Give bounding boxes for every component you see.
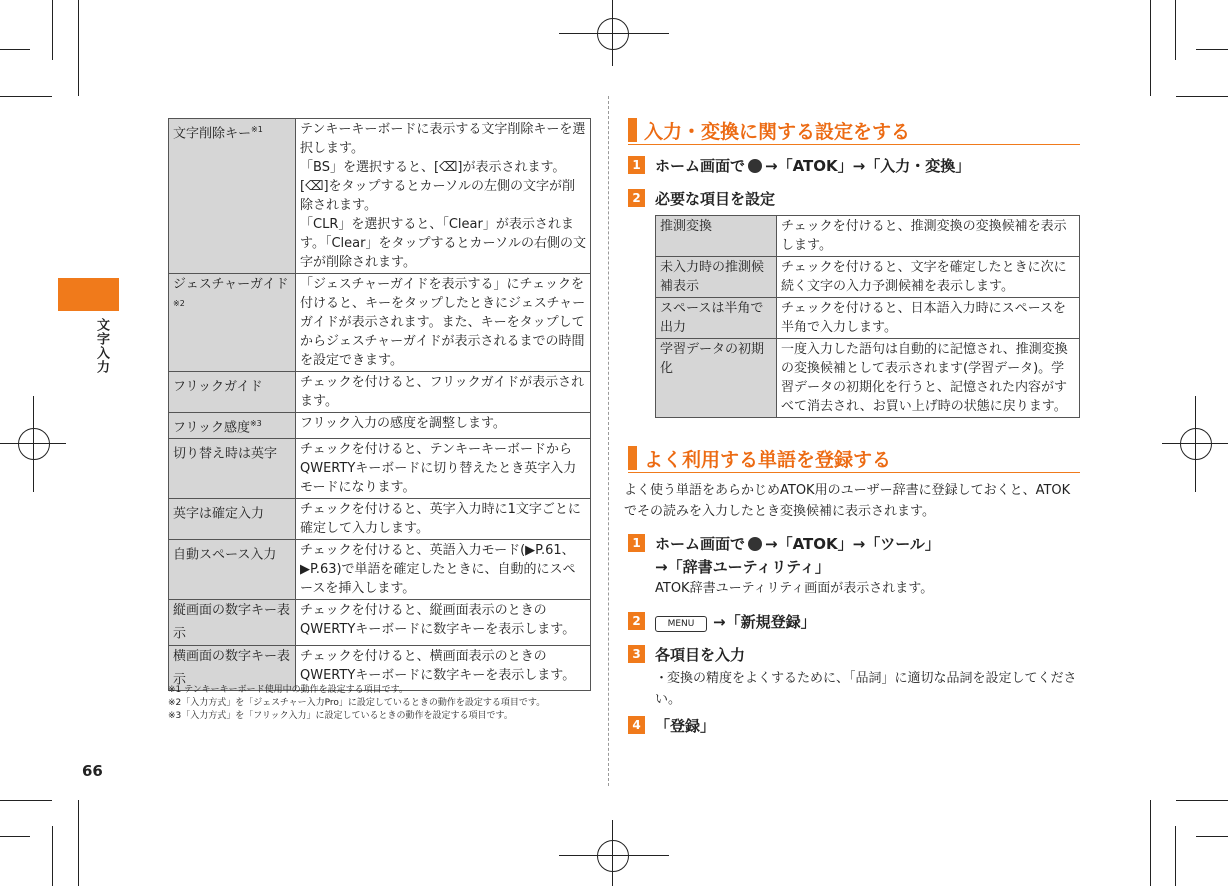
step-number: 1 — [628, 534, 645, 552]
row-desc: チェックを付けると、推測変換の変換候補を表示します。 — [777, 216, 1080, 257]
menu-key-icon: MENU — [655, 616, 707, 632]
row-desc: 「CLR」を選択すると、「Clear」が表示されます。「Clear」をタップするとカーソルの右側の文字が削除されます。 — [300, 217, 586, 270]
row-key: 横画面の数字キー表示 — [173, 648, 291, 687]
row-desc: 「BS」を選択すると、[⌫]が表示されます。[⌫]をタップするとカーソルの左側の文字が削除されます。 — [300, 160, 576, 213]
table-row — [169, 274, 591, 372]
apps-icon — [748, 537, 762, 551]
row-key: 縦画面の数字キー表示 — [173, 603, 291, 642]
footnotes — [168, 684, 545, 723]
footnote: ※2「入力方式」を「ジェスチャー入力Pro」に設定しているときの動作を設定する項目です。 — [168, 698, 546, 708]
row-key: 未入力時の推測候補表示 — [656, 257, 777, 298]
row-desc: フリック入力の感度を調整します。 — [300, 416, 506, 431]
section-heading — [628, 444, 1080, 473]
step-number: 4 — [628, 716, 645, 734]
chapter-tab — [58, 278, 119, 311]
table-row — [169, 119, 591, 274]
step-prefix: ホーム画面で — [655, 535, 746, 553]
chapter-label: 文字入力 — [94, 318, 109, 374]
step-number: 2 — [628, 189, 645, 207]
row-desc: チェックを付けると、英字入力時に1文字ごとに確定して入力します。 — [300, 502, 581, 537]
table-row — [656, 298, 1080, 339]
row-key: 文字削除キー — [173, 126, 252, 142]
row-key: 自動スペース入力 — [173, 547, 277, 563]
step-text — [655, 533, 940, 554]
footnote: ※1 テンキーキーボード使用中の動作を設定する項目です。 — [168, 685, 408, 695]
row-key: 英字は確定入力 — [173, 506, 265, 522]
step-text — [655, 155, 970, 176]
section-intro: よく使う単語をあらかじめATOK用のユーザー辞書に登録しておくと、ATOKでその読みを入力したとき変換候補に表示されます。 — [624, 483, 1071, 519]
apps-icon — [748, 159, 762, 173]
step-number: 1 — [628, 156, 645, 174]
section-heading — [628, 116, 1080, 145]
row-key: フリック感度 — [173, 420, 250, 436]
step-text: 「登録」 — [655, 717, 716, 735]
settings-table — [168, 118, 591, 691]
row-key: 学習データの初期化 — [656, 339, 777, 418]
row-desc: チェックを付けると、文字を確定したときに次に続く文字の入力予測候補を表示します。 — [777, 257, 1080, 298]
atok-settings-table — [655, 215, 1080, 418]
row-desc: チェックを付けると、フリックガイドが表示されます。 — [300, 375, 585, 409]
step-number: 2 — [628, 612, 645, 630]
table-row — [169, 540, 591, 600]
row-desc: チェックを付けると、英語入力モード(▶P.61、▶P.63)で単語を確定したときに、自動的にスペースを挿入します。 — [300, 543, 576, 597]
row-desc: チェックを付けると、テンキーキーボードからQWERTYキーボードに切り替えたとき英字入力モードになります。 — [300, 442, 577, 496]
bullet-text: 変換の精度をよくするために、「品詞」に適切な品詞を設定してください。 — [655, 671, 1077, 707]
step-path: →「ATOK」→「ツール」 — [765, 535, 940, 553]
step-text: 各項目を入力 — [655, 646, 746, 664]
table-row — [169, 499, 591, 540]
row-key: ジェスチャーガイド — [173, 277, 289, 292]
step-result: ATOK辞書ユーティリティ画面が表示されます。 — [655, 581, 934, 596]
row-desc: 一度入力した語句は自動的に記憶され、推測変換の変換候補として表示されます(学習データ)。学習データの初期化を行うと、記憶された内容がすべて消去され、お買い上げ時の状態に戻ります。 — [777, 339, 1080, 418]
table-row — [656, 216, 1080, 257]
step-bullet: ・変換の精度をよくするために、「品詞」に適切な品詞を設定してください。 — [655, 671, 1077, 707]
table-row — [169, 439, 591, 499]
footnote-ref: ※2 — [173, 299, 185, 308]
page-number: 66 — [82, 762, 103, 780]
table-row — [656, 257, 1080, 298]
step-path: →「新規登録」 — [713, 613, 816, 631]
section-title: よく利用する単語を登録する — [644, 449, 892, 471]
row-desc: チェックを付けると、日本語入力時にスペースを半角で入力します。 — [777, 298, 1080, 339]
table-row — [169, 413, 591, 439]
row-desc: チェックを付けると、縦画面表示のときのQWERTYキーボードに数字キーを表示します。 — [300, 603, 576, 638]
row-desc: 「ジェスチャーガイドを表示する」にチェックを付けると、キーをタップしたときにジェスチャーガイドが表示されます。また、キーをタップしてからジェスチャーガイドが表示されるまでの時間を設定できます。 — [300, 277, 586, 368]
table-row — [656, 339, 1080, 418]
step-prefix: ホーム画面で — [655, 157, 746, 175]
row-key: フリックガイド — [173, 379, 263, 395]
row-desc: テンキーキーボードに表示する文字削除キーを選択します。 — [300, 122, 586, 156]
row-desc: チェックを付けると、横画面表示のときのQWERTYキーボードに数字キーを表示します。 — [300, 648, 576, 683]
step-path: →「ATOK」→「入力・変換」 — [765, 157, 971, 175]
table-row — [169, 372, 591, 413]
step-number: 3 — [628, 645, 645, 663]
row-key: 推測変換 — [656, 216, 777, 257]
row-key: スペースは半角で出力 — [656, 298, 777, 339]
section-title: 入力・変換に関する設定をする — [644, 121, 911, 143]
footnote-ref: ※1 — [251, 125, 263, 134]
step-text — [655, 611, 816, 632]
row-key: 切り替え時は英字 — [173, 446, 278, 462]
footnote-ref: ※3 — [249, 419, 262, 428]
step-text: 必要な項目を設定 — [655, 190, 776, 208]
column-divider — [608, 96, 609, 786]
footnote: ※3「入力方式」を「フリック入力」に設定しているときの動作を設定する項目です。 — [168, 711, 513, 721]
step-text-continued: →「辞書ユーティリティ」 — [655, 558, 830, 576]
table-row — [169, 600, 591, 645]
